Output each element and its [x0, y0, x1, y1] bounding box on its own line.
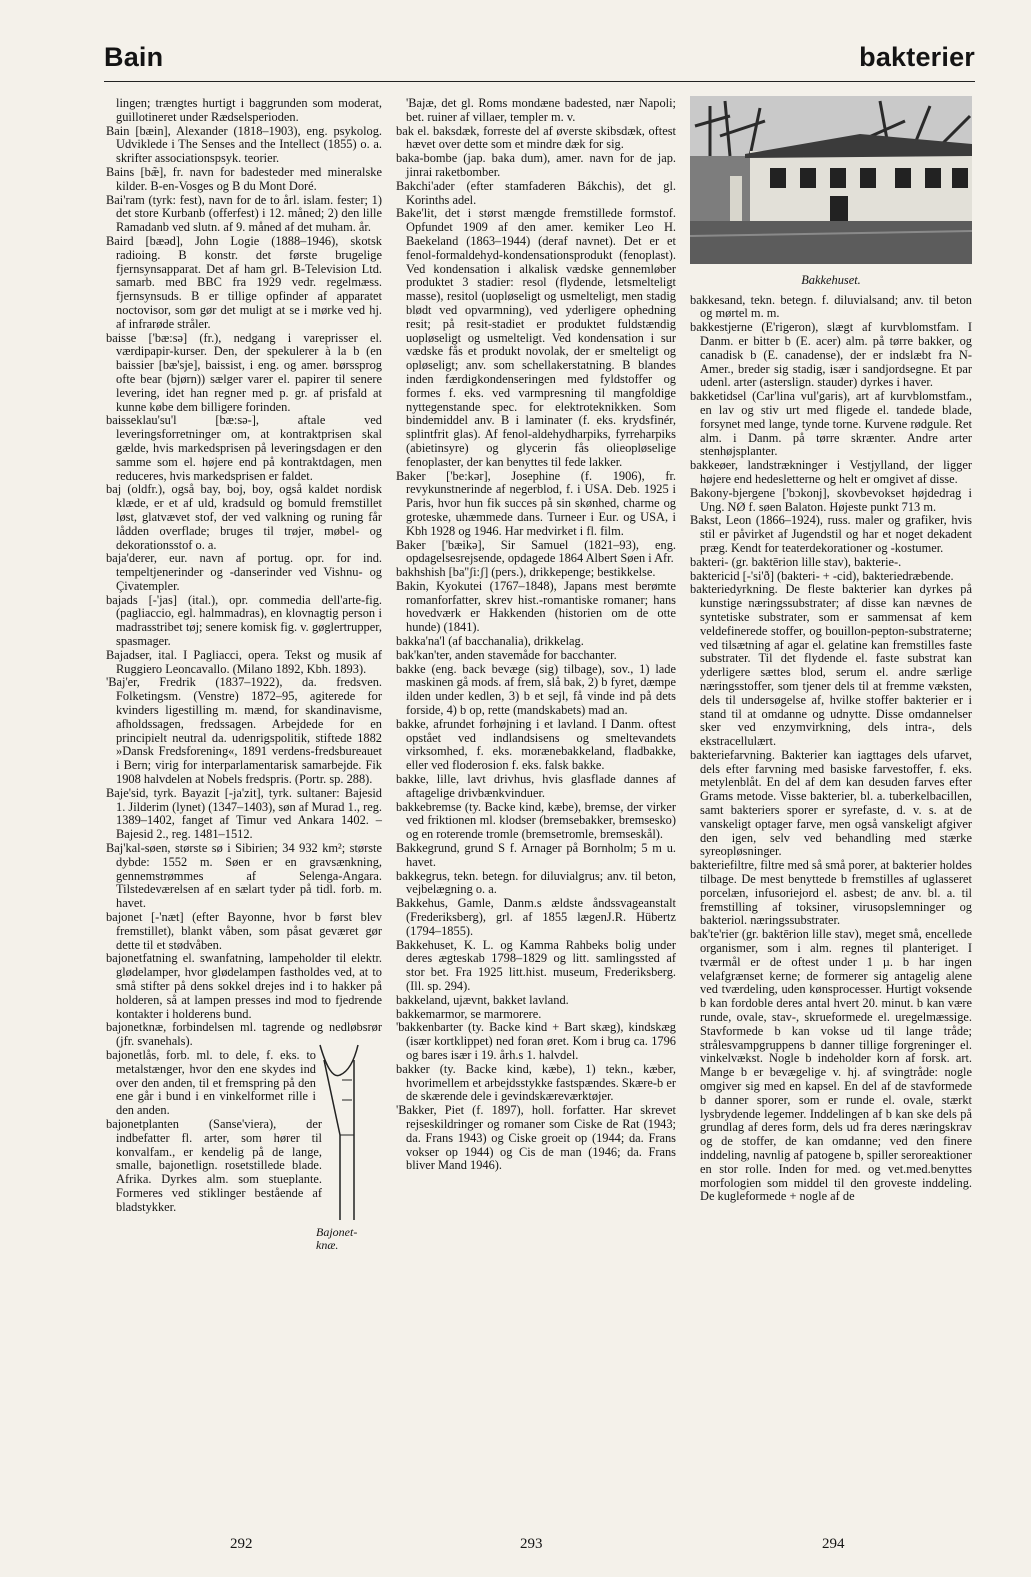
entry: Bakst, Leon (1866–1924), russ. maler og grafiker, hvis stil er påvirket af Jugendstil og har et noget dekadent præg. Kendt for teaterdekorationer og -kostumer.: [690, 513, 972, 555]
entry: bakteriedyrkning. De fleste bakterier kan dyrkes på kunstige næringssubstrater; af disse kan nævnes de syntetiske substrater, som er sammensat af kem veldefinerede stoffer, og bouillon-pepton-substraterne; ved tilsætning af agar el. gelatine kan fremstilles faste substrater. Til det flydende el. faste substrat kan yderligere sættes blod, serum el. andre særlige næringsstoffer, som tjener dels til at fremme væksten, dels til undersøgelse af, hvilke stoffer bakterier er i stand til at omdanne og udnytte. Disse omdannelser sker ved enzymvirkning, dels intra-, dels ekstracellulært.: [690, 582, 972, 749]
entry: Bake'lit, det i størst mængde fremstillede formstof. Opfundet 1909 af den amer. kemiker Leo H. Baekeland (1863–1944) (deraf navnet). Det er et fenol-formaldehyd-kondensationsprodukt (fenoplast). Ved kondensation i alkalisk vædske gennemløber produktet 3 stadier: resol (flydende, letsmelteligt masse), resitol (uopløseligt og usmelteligt, men stadig blødt ved opvarmning), ved yderligere ophedning resit; på resit-stadiet er produktet fuldstændig uopløseligt og usmelteligt. Ved kondensation i sur vædske fås et produkt novolak, der er smelteligt og opløseligt; anv. som schellakerstatning. B blandes inden færdigkondenseringen med fyldstoffer og formes f. eks. ved varmpresning til mangfoldige nyttegenstande spec. for elektroteknikken. Som bindemiddel anv. B i laminater (f. eks. krydsfinér, splintfrit glas). Af fenol-aldehydharpiks, fyrreharpiks (abietinsyre) og glycerin fås olieopløselige fenoplaster, der kan benyttes til fede lakker.: [396, 206, 676, 469]
entry: 'bakkenbarter (ty. Backe kind + Bart skæg), kindskæg (især kortklippet) ned foran øret. Kom i brug ca. 1796 og bares især i 19. årh.s 1. halvdel.: [396, 1020, 676, 1062]
entry: lingen; trængtes hurtigt i baggrunden som moderat, guillotineret under Rædselsperioden.: [116, 96, 382, 124]
photo-caption: Bakkehuset.: [801, 272, 861, 287]
entry: baisse ['bæ:sə] (fr.), nedgang i vareprisser el. værdipapir-kurser. Den, der spekulerer à la b (en baissier [bæ'sje], baissist, i eng. og amer. børssprog ofte bear (bjørn)) sælger varer el. papirer til senere levering, idet han regner med p. gr. af prisfald at kunne købe dem billigere forinden.: [106, 330, 382, 414]
entry: bakteriefiltre, filtre med så små porer, at bakterier holdes tilbage. De mest benyttede b fremstilles af uglasseret porcelæn, infusoriejord el. asbest; de anv. bl. a. til fremstilling af toksiner, virusopslemninger og bakteriol. næringssubstrater.: [690, 858, 972, 928]
tool-caption: Bajonet-knæ.: [316, 1225, 358, 1252]
entry: bakkeland, ujævnt, bakket lavland.: [396, 992, 569, 1007]
entry: bak'kan'ter, anden stavemåde for bacchanter.: [396, 647, 617, 662]
entry: 'Bajæ, det gl. Roms mondæne badested, nær Napoli; bet. ruiner af villaer, templer m. v.: [406, 96, 676, 124]
bakkehuset-photo: [690, 96, 972, 264]
entry: Bakkegrund, grund S f. Arnager på Bornholm; 5 m u. havet.: [396, 841, 676, 869]
entry: bajads [-'jas] (ital.), opr. commedia dell'arte-fig. (pagliaccio, egl. halmmadras), en klovnagtig person i madrasstribet tøj; senere komisk fig. v. gøglertrupper, spasmager.: [106, 592, 382, 649]
entry: baisseklau'su'l [bæ:sə-], aftale ved leveringsforretninger om, at kontraktprisen skal gælde, hvis markedsprisen på leveringsdagen er den samme som el. højere end på kontraktdagen, men reduceres, hvis markedsprisen er faldet.: [106, 413, 382, 483]
bajonet-knae-illustration: [310, 1040, 380, 1230]
entry: baka-bombe (jap. baka dum), amer. navn for de jap. jinrai raketbomber.: [396, 151, 676, 179]
entry: bakkestjerne (E'rigeron), slægt af kurvblomstfam. I Danm. er bitter b (E. acer) alm. på tørre bakker, og canadisk b (E. canadense), der er indslæbt fra N-Amer., breder sig stadig, især i sandjordsegne. Et par udenl. arter (asterslign. stauder) dyrkes i haver.: [690, 320, 972, 390]
entry: baja'derer, eur. navn af portug. opr. for ind. tempeltjenerinder og -danserinder ved Vishnu- og Çivatempler.: [106, 551, 382, 593]
entry: baktericid [-'si'ð] (bakteri- + -cid), bakteriedræbende.: [690, 568, 954, 583]
entry: bakkemarmor, se marmorere.: [396, 1006, 542, 1021]
entry: bakkeøer, landstrækninger i Vestjylland, der ligger højere end hedesletterne og helt er omgivet af disse.: [690, 458, 972, 486]
entry: bakteri- (gr. baktērion lille stav), bakterie-.: [690, 554, 902, 569]
entry: Bakkehus, Gamle, Danm.s ældste åndssvageanstalt (Frederiksberg), grl. af 1855 lægenJ.R. Hübertz (1794–1855).: [396, 896, 676, 938]
entry: bakke, afrundet forhøjning i et lavland. I Danm. oftest opstået ved indlandsisens og smeltevandets virksomhed, f. eks. morænebakkeland, fladbakke, eller ved floderosion f. eks. falsk bakke.: [396, 716, 676, 773]
entry: bakkegrus, tekn. betegn. for diluvialgrus; anv. til beton, vejbelægning o. a.: [396, 868, 676, 897]
column-293: [396, 97, 676, 1173]
entry: Baker ['be:kər], Josephine (f. 1906), fr. revykunstnerinde af negerblod, f. i USA. Deb. 1925 i Paris, hvor hun fik succes på sin skønhed, charme og groteske, uhæmmede dans. Turneer i Eur. og USA, i Kbh 1928 og 1946. Har medvirket i fl. film.: [396, 468, 676, 538]
entry: 'Bakker, Piet (f. 1897), holl. forfatter. Har skrevet rejseskildringer og romaner som Ciske de Rat (1943; da. Frans 1943) og Ciske groeit op (1944; da. Frans vokser op 1944) og Cis de man (1946; da. Frans bliver Mand 1946).: [396, 1103, 676, 1173]
entry: Bai'ram (tyrk: fest), navn for de to årl. islam. fester; 1) det store Kurbanb (offerfest) i 12. måned; 2) den lille Ramadanb ved slutn. af 9. måned af det muham. år.: [106, 192, 382, 235]
entry: bakke (eng. back bevæge (sig) tilbage), sov., 1) lade maskinen gå mods. af frem, slå bak, 2) b fyret, dæmpe ilden under kedlen, 3) b et sejl, få vinde ind på dets forside, 4) b op, rette (mandskabets) mad an.: [396, 661, 676, 718]
entry: Bajadser, ital. I Pagliacci, opera. Tekst og musik af Ruggiero Leoncavallo. (Milano 1892, Kbh. 1893).: [106, 647, 382, 676]
entry: Bakkehuset, K. L. og Kamma Rahbeks bolig under deres ægteskab 1798–1829 og litt. samlingssted af stor bet. Fra 1925 litt.hist. museum, Frederiksberg. (Ill. sp. 294).: [396, 937, 676, 993]
entry: bajonet [-'næt] (efter Bayonne, hvor b først blev fremstillet), blankt våben, som påsat geværet gør dette til et stødvåben.: [106, 910, 382, 952]
entry: Bakony-bjergene ['bɔkonj], skovbevokset højdedrag i Ung. NØ f. søen Balaton. Højeste punkt 713 m.: [690, 485, 972, 514]
entry: bakka'na'l (af bacchanalia), drikkelag.: [396, 634, 584, 649]
left-headword: Bain: [104, 42, 164, 72]
entry: bajonetplanten (Sanse'viera), der indbefatter fl. arter, som hører til konvalfam., er kendelig på de lange, smalle, bajonetlign. rosetstillede blade. Afrika. Dyrkes alm. som stueplante. Formeres ved stiklinger bestående af bladstykker.: [106, 1116, 322, 1214]
entry: bakke, lille, lavt drivhus, hvis glasflade dannes af aftagelige drivbænkvinduer.: [396, 772, 676, 800]
entry: Baker ['bæikə], Sir Samuel (1821–93), eng. opdagelsesrejsende, opdagede 1864 Albert Søen i Afr.: [396, 537, 676, 566]
entry: bak'te'rier (gr. baktērion lille stav), meget små, encellede organismer, som i alm. regnes til planteriget. I tværmål er de oftest under 1 µ. b har ingen velafgrænset kerne; de formerer sig antagelig alene ved tværdeling, uden kønsprocesser. Hurtigt voksende b kan fordoble deres antal hvert 20. minut. b kan være runde, ovale, stav-, skrueformede el. uregelmæssige. Stavformede b kan vokse ud til lange tråde; strålesvampgruppens b danner tillige forgreninger el. vinkelvækst. Nogle b indeholder korn af forsk. art. Mange b er bevægelige v. hj. af svingtråde: nogle omgiver sig med en kapsel. En del af de stavformede b danner sporer, som er runde el. ovale, stærkt lysbrydende legemer. Inddelingen af b kan ske dels på grundlag af deres form, dels ud fra deres næringskrav og de stoffer, de kan omdanne; ved den finere inddeling, navnlig af patogene b, spiller seroreaktioner en stor rolle. Inden for med. og vet.med.benyttes morfologien som middel til den groveste inddeling. De kugleformede + nogle af de: [690, 927, 972, 1204]
entry: Bakchi'ader (efter stamfaderen Bákchis), det gl. Korinths adel.: [396, 178, 676, 207]
entry: bakker (ty. Backe kind, kæbe), 1) tekn., kæber, hvorimellem et arbejdsstykke fastspændes. Skære-b er de skærende dele i gevindskæreværktøjer.: [396, 1061, 676, 1104]
page-number: 293: [520, 1536, 543, 1552]
entry: bakketidsel (Car'lina vul'garis), art af kurvblomstfam., en lav og stiv urt med fligede el. tandede blade, forsynet med lange, tynde torne. Kurvene rødgule. Ret alm. i Danm. på tørre skrænter. Andre arter stenhøjsplanter.: [690, 389, 972, 459]
page-number: 294: [822, 1536, 845, 1552]
entry: bakteriefarvning. Bakterier kan iagttages dels ufarvet, dels efter farvning med basiske farvestoffer, f. eks. metylenblåt. En del af dem kan desuden farves efter Grams metode. Visse bakterier, bl. a. tuberkelbacillen, samt bakteriers sporer er syrefaste, d. v. s. at de vanskeligt optager farve, men også vanskeligt afgiver den igen, selv ved behandling med stærke syreopløsninger.: [690, 747, 972, 859]
entry: Baj'kal-søen, største sø i Sibirien; 34 932 km²; største dybde: 1552 m. Søen er en gravsænkning, gennemstrømmes af Selenga-Angara. Tilstedeværelsen af en sælart tyder på tidl. forb. m. havet.: [106, 841, 382, 911]
entry: Bakin, Kyokutei (1767–1848), Japans mest berømte romanforfatter, skrev hist.-romantiske romaner; hans hovedværk er Hakkenden (historien om de otte hunde) (1841).: [396, 578, 676, 635]
page-number: 292: [230, 1536, 253, 1552]
entry: Bain [bæin], Alexander (1818–1903), eng. psykolog. Udviklede i The Senses and the Intellect (1855) o. a. skrifter associationspsyk. teorier.: [106, 123, 382, 166]
entry: Bains [bæ̃], fr. navn for badesteder med mineralske kilder. B-en-Vosges og B du Mont Doré.: [106, 164, 382, 193]
column-294: [690, 96, 972, 1204]
entry: bajonetknæ, forbindelsen ml. tagrende og nedløbsrør (jfr. svanehals).: [106, 1020, 382, 1049]
entry: bakhshish [ba''ʃi:ʃ] (pers.), drikkepenge; bestikkelse.: [396, 565, 656, 580]
entry: bajonetlås, forb. ml. to dele, f. eks. to metalstænger, hvor den ene skydes ind over den anden, til et fremspring på den ene går i bund i en vinkelformet rille i den anden.: [106, 1047, 316, 1118]
entry: bakkebremse (ty. Backe kind, kæbe), bremse, der virker ved friktionen ml. klodser (bremsebakker, bremsesko) og en roterende tromle (bremsetromle, bremseskål).: [396, 799, 676, 842]
entry: 'Baj'er, Fredrik (1837–1922), da. fredsven. Folketingsm. (Venstre) 1872–95, agiterede for kvinders ligestilling m. mænd, for skandinavisme, afholdssagen, fredssagen. Arbejdede for en principielt neutral da. udenrigspolitik, stiftede 1882 »Dansk Fredsforening«, 1891 verdens-fredsbureauet i Bern; virig for interparlamentarisk samarbejde. Fik 1908 halvdelen at Nobels fredspris. (Portr. sp. 288).: [106, 675, 382, 787]
entry: Baje'sid, tyrk. Bayazit [-ja'zit], tyrk. sultaner: Bajesid 1. Jilderim (lynet) (1347–1403), søn af Murad 1., reg. 1389–1402, fanget af Timur ved Ankara 1402. – Bajesid 2., reg. 1481–1512.: [106, 785, 382, 842]
entry: Baird [bæəd], John Logie (1888–1946), skotsk radioing. B konstr. det første brugelige fjernsynsapparat. Det af ham grl. B-Television Ltd. samarb. med BBC fra 1929 vedr. regelmæss. fjernsynsuds. B er tillige opfinder af apparatet noctovisor, som gør det muligt at se i mørke ved hj. af infrarøde stråler.: [106, 233, 382, 331]
entry: bajonetfatning el. swanfatning, lampeholder til elektr. glødelamper, hvor glødelampen fastholdes ved, at to små stifter på dens sokkel drejes ind i to hakker på holderen, så at lampen presses ind mod to fjedrende kontakter i holderens bund.: [106, 951, 382, 1021]
entry: bak el. baksdæk, forreste del af øverste skibsdæk, oftest hævet over dette som et mindre dæk for sig.: [396, 123, 676, 152]
entry: baj (oldfr.), også bay, boj, boy, også kaldet nordisk klæde, er et af uld, kradsuld og bomuld fremstillet løst, glatvævet stof, der ved valkning og runing får lådden overflade; bruges til trøjer, møbel- og dekorationsstof o. a.: [106, 482, 382, 552]
entry: bakkesand, tekn. betegn. f. diluvialsand; anv. til beton og mørtel m. m.: [690, 292, 972, 321]
right-headword: bakterier: [859, 42, 975, 72]
header-rule: [104, 81, 975, 82]
